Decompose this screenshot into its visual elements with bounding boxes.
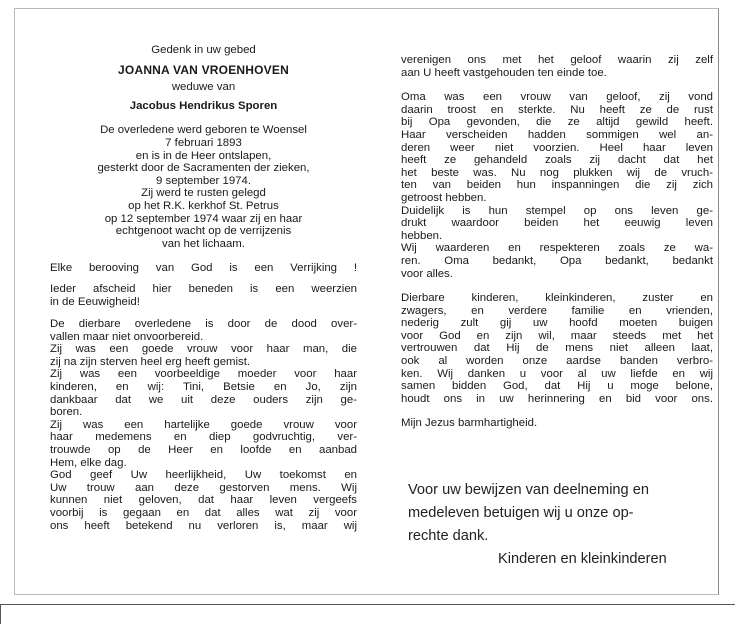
oma-line: drukt waardoor beiden het eeuwig leven	[401, 217, 713, 230]
signature: Kinderen en kleinkinderen	[498, 551, 667, 567]
tribute-line: ons heeft betekend nu verloren is, maar wij	[50, 519, 357, 532]
family-line: voor God en zijn wil, maar steeds met het	[401, 329, 713, 342]
family-line: Dierbare kinderen, kleinkinderen, zuster en	[401, 292, 713, 305]
family-paragraph	[401, 292, 713, 405]
tribute-line: kinderen, en wij: Tini, Betsie en Jo, zijn	[50, 381, 357, 394]
oma-line: getroost hebben.	[401, 191, 487, 204]
verse-2	[50, 283, 357, 308]
family-line: vertrouwen dat Hij de mens niet alleen laat,	[401, 342, 713, 355]
tribute-line: boren.	[50, 406, 83, 419]
continuation-line: aan U heeft vastgehouden ten einde toe.	[401, 66, 607, 79]
verse-1	[50, 262, 357, 275]
left-column	[50, 44, 357, 532]
bio-line: Zij werd te rusten gelegd	[141, 187, 266, 200]
tribute-line: God geef Uw heerlijkheid, Uw toekomst en	[50, 469, 357, 482]
bio-line: en is in de Heer ontslapen,	[135, 149, 272, 162]
continuation-line: verenigen ons met het geloof waarin zij zelf	[401, 54, 713, 66]
tribute-line: haar medemens en diep godvruchtig, ver-	[50, 431, 357, 444]
thanks-block	[408, 479, 698, 548]
bio-line: op 12 september 1974 waar zij en haar	[104, 212, 303, 225]
thanks-line: Voor uw bewijzen van deelneming en	[408, 482, 649, 498]
tribute-line: kunnen niet geloven, dat haar leven vergeefs	[50, 494, 357, 507]
family-line: ook al worden onze aardse banden verbro-	[401, 355, 713, 368]
family-line: houdt ons in uw herinnering en bid voor ons.	[401, 392, 713, 405]
continuation-block	[401, 54, 713, 79]
tribute-paragraph	[50, 318, 357, 532]
family-line: nederig zult gij uw hoofd moeten buigen	[401, 317, 713, 330]
tribute-line: trouwde op de Heer en loofde en aanbad	[50, 444, 357, 457]
bio-line: 9 september 1974.	[156, 174, 251, 187]
oma-line: Duidelijk is hun stempel op ons leven ge-	[401, 204, 713, 217]
oma-line: hebben.	[401, 229, 443, 242]
bio-block	[50, 124, 357, 250]
oma-line: voor alles.	[401, 267, 453, 280]
oma-line: Oma was een vrouw van geloof, zij vond	[401, 91, 713, 104]
closing-prayer: Mijn Jezus barmhartigheid.	[401, 417, 538, 430]
oma-line: daarin troost en sterkte. Nu heeft ze de rust	[401, 103, 713, 116]
bio-line: gesterkt door de Sacramenten der zieken,	[97, 162, 310, 175]
tribute-line: Zij was een goede vrouw voor haar man, die	[50, 343, 357, 356]
verse-2-line: in de Eeuwigheid!	[50, 295, 140, 308]
family-line: ken. Wij danken u voor al uw liefde en wij	[401, 367, 713, 380]
tribute-line: Uw trouw aan deze gestorven mens. Wij	[50, 481, 357, 494]
bio-line: op het R.K. kerkhof St. Petrus	[128, 199, 279, 212]
tribute-line: Zij was een hartelijke goede vrouw voor	[50, 418, 357, 431]
tribute-line: zij na zijn sterven heel erg heeft gemist.	[50, 355, 251, 368]
oma-line: het beste was. Nu nog plukken wij de vruch-	[401, 166, 713, 179]
oma-line: heeft ze gehandeld zoals zij dacht dat het	[401, 154, 713, 167]
bio-line: van het lichaam.	[162, 237, 245, 250]
oma-line: Wij waarderen en respekteren zoals ze wa-	[401, 242, 713, 255]
family-line: samen bidden God, dat Hij u moge belone,	[401, 380, 713, 393]
bio-line: echtgenoot wacht op de verrijzenis	[115, 225, 292, 238]
oma-line: bij Opa gevonden, die ze altijd gewild heeft.	[401, 116, 713, 129]
husband-name: Jacobus Hendrikus Sporen	[129, 99, 278, 112]
thanks-line: medeleven betuigen wij u onze op-	[408, 505, 634, 521]
oma-line: Haar verscheiden hadden sommigen wel an-	[401, 128, 713, 141]
oma-line: ten van beiden hun inspanningen die zij zich	[401, 179, 713, 192]
header-block	[50, 44, 357, 112]
tribute-line: Hem, elke dag.	[50, 456, 127, 469]
oma-line: ren. Oma bedankt, Opa bedankt, bedankt	[401, 254, 713, 267]
tribute-line: Zij was een voorbeeldige moeder voor haar	[50, 368, 357, 381]
family-line: zwagers, en verdere familie en vrienden,	[401, 304, 713, 317]
bottom-edge-mark	[0, 604, 1, 624]
deceased-name: JOANNA VAN VROENHOVEN	[118, 62, 289, 77]
oma-line: deren weer niet voorzien. Heel haar leven	[401, 141, 713, 154]
tribute-line: vallen maar niet onvoorbereid.	[50, 330, 204, 343]
tribute-line: voorbij is gegaan en dat alles wat zij voor	[50, 507, 357, 519]
bio-line: De overledene werd geboren te Woensel	[100, 124, 307, 137]
widow-of-text: weduwe van	[171, 81, 236, 94]
oma-paragraph	[401, 91, 713, 280]
bottom-divider	[0, 604, 735, 605]
right-column	[401, 44, 713, 430]
thanks-line: rechte dank.	[408, 528, 489, 544]
verse-1-text: Elke berooving van God is een Verrijking !	[50, 262, 357, 275]
tribute-line: De dierbare overledene is door de dood over-	[50, 318, 357, 331]
bio-line: 7 februari 1893	[165, 136, 242, 149]
verse-2-line: Ieder afscheid hier beneden is een weerzien	[50, 282, 357, 295]
intro-text: Gedenk in uw gebed	[151, 44, 256, 56]
tribute-line: dankbaar dat we uit deze ouders zijn ge-	[50, 393, 357, 406]
